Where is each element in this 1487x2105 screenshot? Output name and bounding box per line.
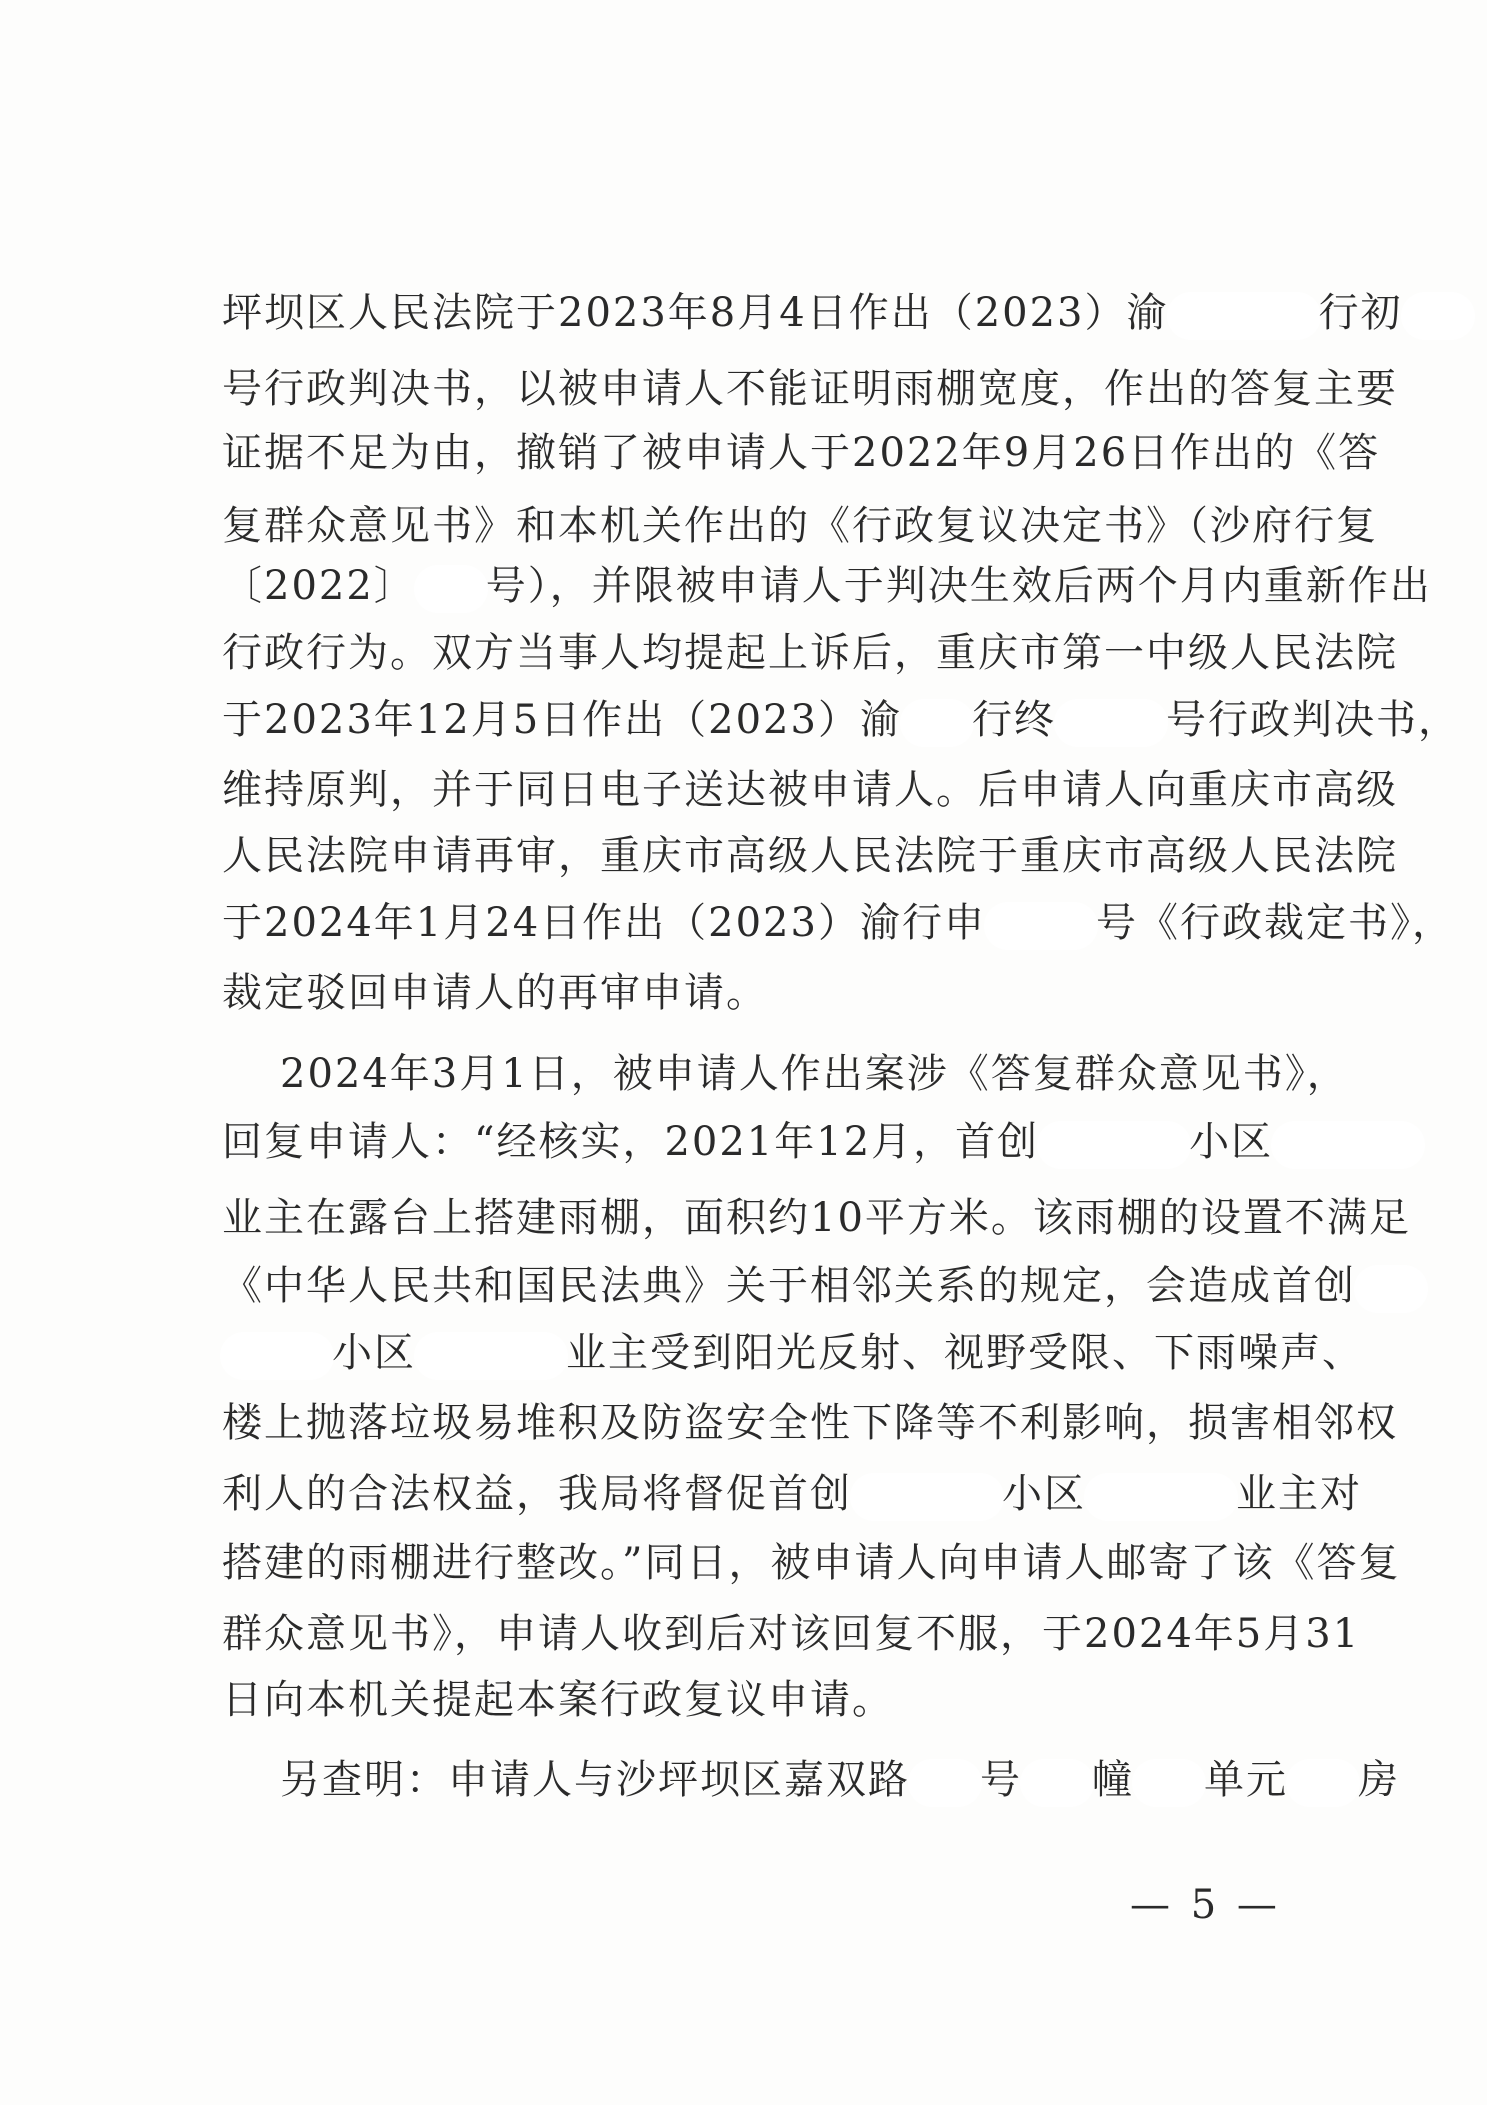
- text-line-12: [280, 1046, 1349, 1102]
- text-line-11: [222, 965, 768, 1021]
- text-line-16: [222, 1325, 1364, 1381]
- line-text: 业主受到阳光反射、视野受限、下雨噪声、: [566, 1330, 1364, 1376]
- line-text: 于2024年1月24日作出（2023）渝行申: [222, 900, 986, 946]
- text-line-17: [222, 1395, 1398, 1451]
- redaction-mark: [416, 1334, 566, 1378]
- redaction-mark: [1169, 294, 1319, 338]
- line-text: 号: [980, 1757, 1022, 1803]
- line-text: 日向本机关提起本案行政复议申请。: [222, 1677, 894, 1723]
- line-text: 人民法院申请再审，重庆市高级人民法院于重庆市高级人民法院: [222, 833, 1398, 879]
- text-line-21: [222, 1672, 894, 1728]
- text-line-2: [222, 361, 1398, 417]
- text-line-8: [222, 762, 1398, 818]
- line-text: 〔2022〕: [222, 563, 416, 609]
- redaction-mark: [1039, 1123, 1189, 1167]
- line-text: 维持原判，并于同日电子送达被申请人。后申请人向重庆市高级: [222, 767, 1398, 813]
- redaction-mark: [416, 567, 486, 611]
- line-text: 《中华人民共和国民法典》关于相邻关系的规定，会造成首创: [222, 1263, 1356, 1309]
- text-line-18: [222, 1466, 1362, 1522]
- line-text: 房: [1358, 1757, 1400, 1803]
- redaction-mark: [1273, 1123, 1423, 1167]
- line-text: 号），并限被申请人于判决生效后两个月内重新作出: [485, 563, 1432, 609]
- line-text: 小区: [332, 1330, 416, 1376]
- line-text: 复群众意见书》和本机关作出的《行政复议决定书》（沙府行复: [222, 503, 1378, 549]
- line-text: 坪坝区人民法院于2023年8月4日作出（2023）渝: [222, 290, 1169, 336]
- text-line-19: [222, 1535, 1400, 1591]
- line-text: 证据不足为由，撤销了被申请人于2022年9月26日作出的《答: [222, 430, 1381, 476]
- line-text: 号行政判决书，以被申请人不能证明雨棚宽度，作出的答复主要: [222, 366, 1398, 412]
- redaction-mark: [910, 1761, 980, 1805]
- text-line-10: [222, 895, 1454, 951]
- line-text: 另查明：申请人与沙坪坝区嘉双路: [280, 1757, 910, 1803]
- line-text: 回复申请人：“经核实，2021年12月，首创: [222, 1119, 1040, 1165]
- text-line-14: [222, 1190, 1411, 1246]
- text-line-4: [222, 498, 1378, 554]
- text-line-3: [222, 425, 1380, 481]
- redaction-mark: [902, 701, 972, 745]
- line-text: 裁定驳回申请人的再审申请。: [222, 970, 768, 1016]
- line-text: 小区: [1002, 1471, 1086, 1517]
- line-text: 楼上抛落垃圾易堆积及防盗安全性下降等不利影响，损害相邻权: [222, 1400, 1398, 1446]
- text-line-5: [222, 558, 1432, 614]
- redaction-mark: [1086, 1475, 1236, 1519]
- text-line-9: [222, 828, 1398, 884]
- line-text: 业主在露台上搭建雨棚，面积约10平方米。该雨棚的设置不满足: [222, 1195, 1411, 1241]
- line-text: 号行政判决书，: [1165, 697, 1460, 743]
- redaction-mark: [1403, 294, 1473, 338]
- redaction-mark: [1056, 701, 1166, 745]
- redaction-mark: [1356, 1267, 1426, 1311]
- line-text: 幢: [1092, 1757, 1134, 1803]
- text-line-7: [222, 692, 1460, 748]
- text-line-6: [222, 625, 1398, 681]
- line-text: 利人的合法权益，我局将督促首创: [222, 1471, 852, 1517]
- line-text: 行政行为。双方当事人均提起上诉后，重庆市第一中级人民法院: [222, 630, 1398, 676]
- line-text: 单元: [1204, 1757, 1288, 1803]
- text-line-13: [222, 1114, 1423, 1170]
- text-line-15: [222, 1258, 1426, 1314]
- redaction-mark: [1134, 1761, 1204, 1805]
- line-text: 小区: [1189, 1119, 1274, 1165]
- line-text: 行终: [971, 697, 1056, 743]
- line-text: 号《行政裁定书》，: [1095, 900, 1454, 946]
- redaction-mark: [986, 904, 1096, 948]
- line-text: 业主对: [1236, 1471, 1362, 1517]
- line-text: 行初: [1318, 290, 1403, 336]
- line-text: 群众意见书》，申请人收到后对该回复不服，于2024年5月31: [222, 1611, 1361, 1657]
- text-line-20: [222, 1606, 1360, 1662]
- text-line-1: [222, 285, 1473, 341]
- redaction-mark: [1288, 1761, 1358, 1805]
- line-text: 2024年3月1日，被申请人作出案涉《答复群众意见书》，: [280, 1051, 1349, 1097]
- redaction-mark: [852, 1475, 1002, 1519]
- redaction-mark: [222, 1334, 332, 1378]
- text-line-22: [280, 1752, 1400, 1808]
- line-text: 搭建的雨棚进行整改。”同日，被申请人向申请人邮寄了该《答复: [222, 1540, 1401, 1586]
- redaction-mark: [1022, 1761, 1092, 1805]
- line-text: 于2023年12月5日作出（2023）渝: [222, 697, 902, 743]
- page-number: — 5 —: [1130, 1882, 1281, 1928]
